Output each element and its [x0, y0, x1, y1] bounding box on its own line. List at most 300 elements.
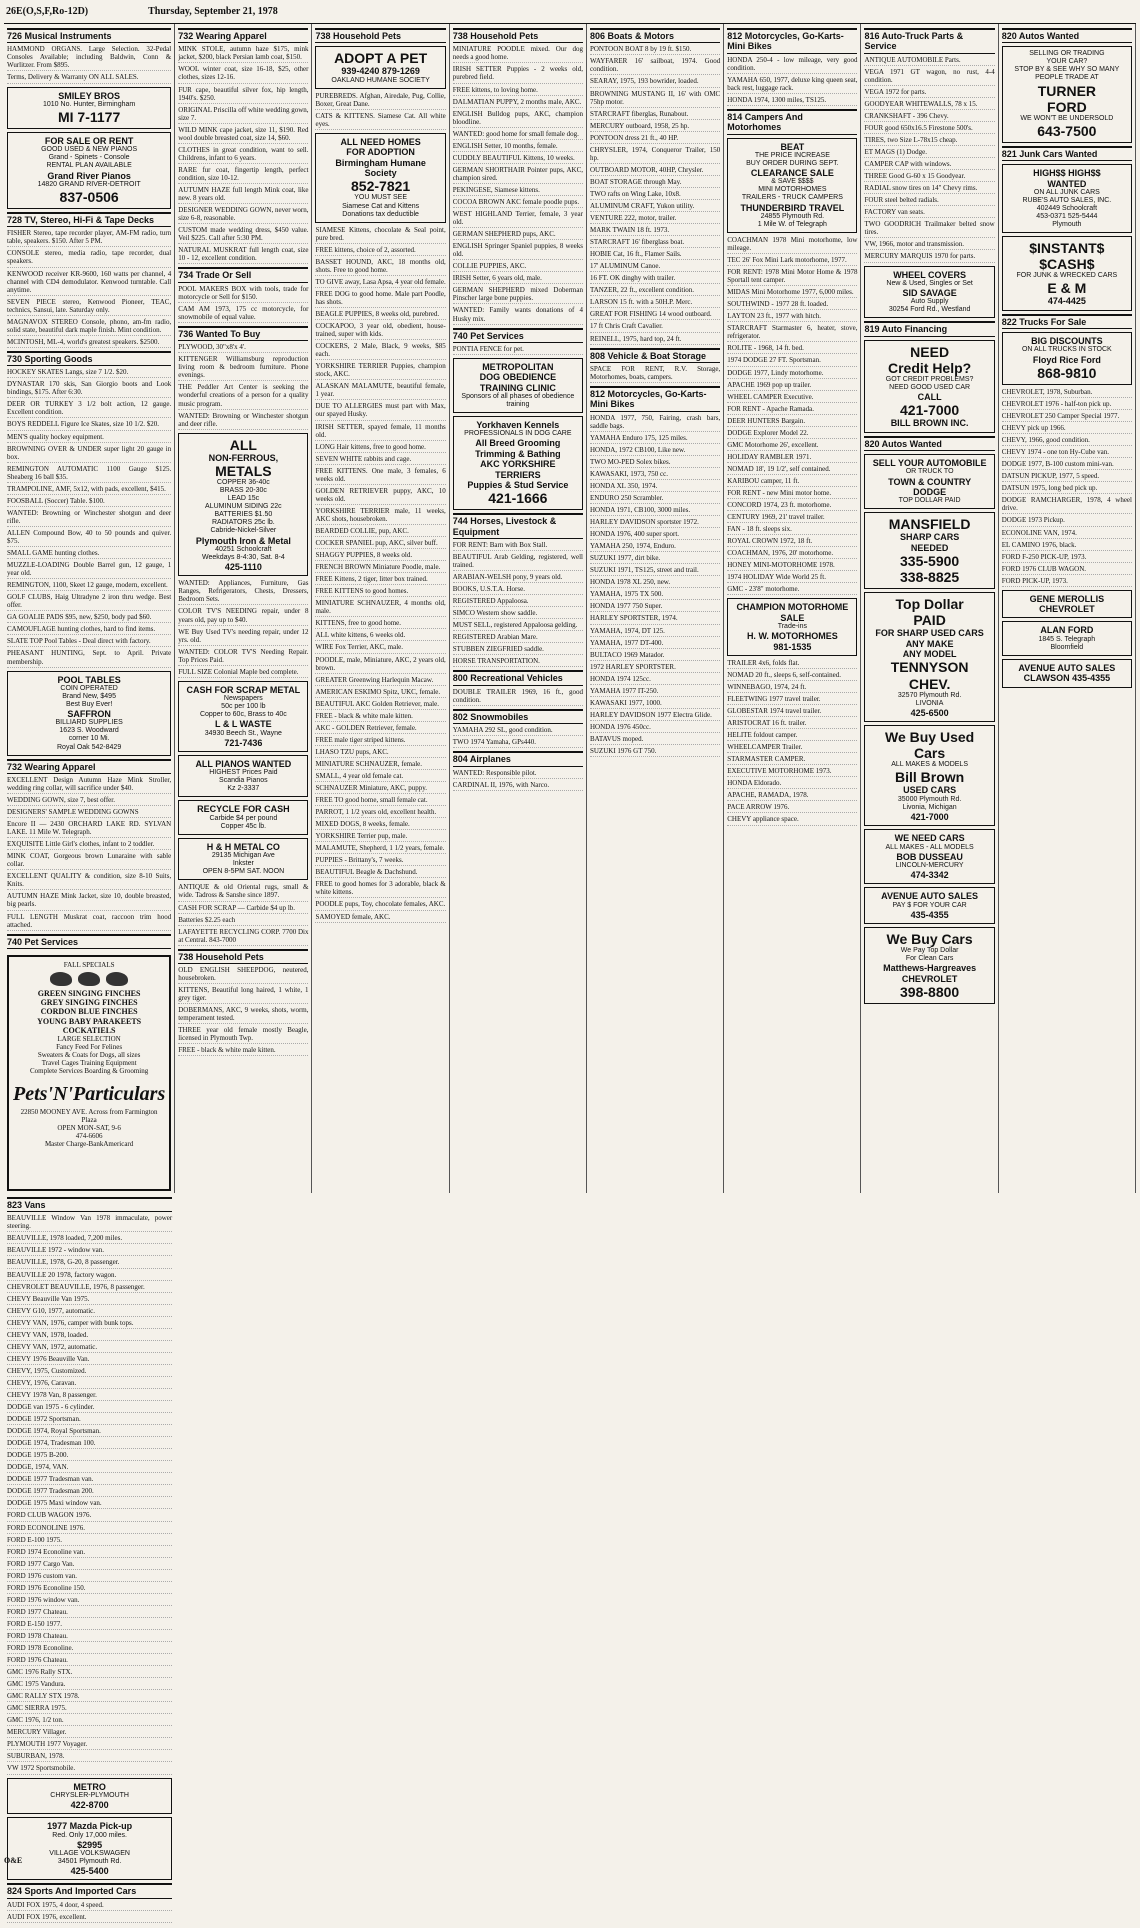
- classified-ad: BOYS REDDELL Figure Ice Skates, size 10 1/2. $20.: [7, 420, 171, 430]
- bird-icon: [78, 972, 100, 986]
- classified-ad: BROWNING MUSTANG II, 16' with OMC 75hp motor.: [590, 90, 720, 108]
- display-ad: [864, 927, 994, 1004]
- classified-ad: STARMASTER CAMPER.: [727, 755, 857, 765]
- classified-ad: CHEVROLET 1976 - half-ton pick up.: [1002, 400, 1132, 410]
- display-ad: [1002, 332, 1132, 385]
- display-ad: [864, 512, 994, 589]
- classified-ad: MINIATURE SCHNAUZER, 4 months old, male.: [315, 599, 445, 617]
- column-4: [450, 24, 587, 1193]
- classified-ad: Terms, Delivery & Warranty ON ALL SALES.: [7, 73, 171, 83]
- section: [590, 386, 720, 757]
- classified-ad: HONDA 1976, 400 super sport.: [590, 530, 720, 540]
- section: [315, 226, 445, 923]
- display-ad-line: YOUR CAR?: [1046, 58, 1088, 66]
- display-ad-line: 453-0371 525-5444: [1036, 213, 1098, 221]
- classified-ad: EL CAMINO 1976, black.: [1002, 541, 1132, 551]
- pets-address: 22850 MOONEY AVE. Across from Farmington Plaza: [20, 1108, 158, 1125]
- classified-ad: BEAUTIFUL AKC Golden Retriever, male.: [315, 700, 445, 710]
- section: [178, 883, 308, 945]
- section-heading: 822 Trucks For Sale: [1002, 314, 1132, 329]
- classified-ad: DEER HUNTERS Bargain.: [727, 417, 857, 427]
- display-ad-line: Brand New, $495: [62, 692, 116, 700]
- section: [7, 1883, 172, 1922]
- section: [453, 513, 583, 667]
- classified-ad: YAMAHA 650, 1977, deluxe king queen seat, back rest, luggage rack.: [727, 76, 857, 94]
- classified-ad: TWO GOODRICH Trailmaker belted snow tires.: [864, 220, 994, 238]
- section: [727, 109, 857, 233]
- section: [727, 659, 857, 826]
- classified-ad: HOLIDAY RAMBLER 1971.: [727, 453, 857, 463]
- display-ad-line: SID SAVAGE: [902, 287, 957, 298]
- classified-ad: DODGE 1975 B-200.: [7, 1451, 172, 1461]
- classified-ad: YAMAHA 1977 IT-250.: [590, 687, 720, 697]
- classified-ad: ECONOLINE VAN, 1974.: [1002, 529, 1132, 539]
- display-ad-line: NEED: [910, 343, 950, 360]
- display-ad-line: New & Used, Singles or Set: [886, 279, 973, 287]
- display-ad-line: E & M: [1047, 280, 1087, 297]
- display-ad-line: CLEARANCE SALE: [750, 168, 834, 179]
- classified-ad: NOMAD 18', 19 1/2', self contained.: [727, 465, 857, 475]
- display-ad-line: YOU MUST SEE: [354, 194, 407, 202]
- display-ad-line: CASH FOR SCRAP METAL: [186, 684, 301, 695]
- classified-ad: ENDURO 250 Scrambler.: [590, 494, 720, 504]
- classified-ad: MUZZLE-LOADING Double Barrel gun, 12 gauge, 1 year old.: [7, 561, 171, 579]
- display-ad-line: Top Dollar: [895, 596, 964, 613]
- section: [864, 436, 994, 1004]
- classified-ad: FLEETWING 1977 travel trailer.: [727, 695, 857, 705]
- display-ad-line: 643-7500: [1037, 122, 1097, 139]
- display-ad-line: Bill Brown: [894, 769, 965, 786]
- section-heading: 821 Junk Cars Wanted: [1002, 146, 1132, 161]
- classified-ad: WOOL winter coat, size 16-18, $25, other clothes, sizes 12-16.: [178, 65, 308, 83]
- classified-ad: CHEVY 1974 - one ton Hy-Cube van.: [1002, 448, 1132, 458]
- classified-ad: GOLDEN RETRIEVER puppy, AKC, 10 weeks old.: [315, 487, 445, 505]
- classified-ad: 17' ALUMINUM Canoe.: [590, 262, 720, 272]
- section: [453, 709, 583, 748]
- classified-ad: GREATER Greenwing Harlequin Macaw.: [315, 676, 445, 686]
- classified-ad: FORD 1978 Chateau.: [7, 1632, 172, 1642]
- classified-ad: CARDINAL II, 1976, with Narco.: [453, 781, 583, 791]
- display-ad-line: RUBE'S AUTO SALES, INC.: [1022, 196, 1112, 204]
- classified-ad: STARCRAFT 16' fiberglass boat.: [590, 238, 720, 248]
- classified-ad: FREE DOG to good home. Male part Poodle, has shots.: [315, 290, 445, 308]
- display-ad-line: PAID: [913, 612, 946, 629]
- classified-ad: COLLIE PUPPIES, AKC.: [453, 262, 583, 272]
- section: [178, 28, 308, 264]
- display-ad-line: METROPOLITAN: [482, 361, 554, 372]
- display-ad: [1002, 659, 1132, 688]
- display-ad-line: 1623 S. Woodward: [59, 727, 119, 735]
- display-ad-line: TRAILERS - TRUCK CAMPERS: [741, 194, 843, 202]
- display-ad-line: TOP DOLLAR PAID: [898, 497, 961, 505]
- classified-ad: LAYTON 23 ft., 1977 with hitch.: [727, 312, 857, 322]
- display-ad-line: Inkster: [232, 860, 254, 868]
- display-ad: [178, 838, 308, 880]
- classified-ad: HONDA 1971, CB100, 3000 miles.: [590, 506, 720, 516]
- display-ad-line: Cabride-Nickel-Silver: [210, 527, 277, 535]
- classified-ad: GA GOALIE PADS $95, new, $250, body pad $60.: [7, 613, 171, 623]
- display-ad-line: 868-9810: [1037, 364, 1097, 381]
- classified-ad: AUDI FOX 1976, excellent.: [7, 1913, 172, 1923]
- classified-ad: PONTOON dress 21 ft., 40 HP.: [590, 134, 720, 144]
- display-ad-line: LIVONIA: [915, 699, 944, 707]
- display-ad-line: 421-7000: [910, 811, 949, 822]
- classified-ad: PONTOON BOAT 8 by 19 ft. $150.: [590, 45, 720, 55]
- classified-ad: BEAUVILLE 1972 - window van.: [7, 1246, 172, 1256]
- classified-ad: FOUR steel belted radials.: [864, 196, 994, 206]
- classified-ad: SIMCO Western show saddle.: [453, 609, 583, 619]
- classified-ad: CHEVY appliance space.: [727, 815, 857, 825]
- pets-sub: Complete Services Boarding & Grooming: [30, 1067, 149, 1076]
- display-ad-line: 421-7000: [900, 402, 960, 419]
- display-ad-line: Yorkhaven Kennels: [476, 420, 560, 431]
- display-ad: [864, 340, 994, 433]
- classified-ad: ANTIQUE AUTOMOBILE Parts.: [864, 56, 994, 66]
- classified-ad: FREE male tiger striped kittens.: [315, 736, 445, 746]
- classified-ad: TO GIVE away, Lasa Apsa, 4 year old female.: [315, 278, 445, 288]
- display-ad-line: 29135 Michigan Ave: [211, 852, 275, 860]
- classified-ad: BATAVUS moped.: [590, 735, 720, 745]
- classified-ad: OLD ENGLISH SHEEPDOG, neutered, housebroken.: [178, 966, 308, 984]
- classified-ad: BOOKS, U.S.T.A. Horse.: [453, 585, 583, 595]
- classified-ad: FOR RENT: Barn with Box Stall.: [453, 541, 583, 551]
- display-ad-line: AKC YORKSHIRE TERRIERS: [480, 459, 556, 480]
- pets-sub: LARGE SELECTION: [57, 1034, 121, 1043]
- classified-ad: SLATE TOP Pool Tables - Deal direct with factory.: [7, 637, 171, 647]
- display-ad-line: Royal Oak 542-8429: [57, 743, 122, 751]
- display-ad-line: THE PRICE INCREASE: [754, 151, 830, 159]
- classified-ad: WANTED: Browning or Winchester shotgun and deer rifle.: [178, 412, 308, 430]
- classified-ad: EXCELLENT QUALITY & condition, size 8-10 Suits, Knits.: [7, 872, 171, 890]
- display-ad-line: 32570 Plymouth Rd.: [897, 691, 962, 699]
- display-ad-line: 474-4425: [1047, 296, 1086, 307]
- classified-ad: KITTENS, Beautiful long haired, 1 white, 1 grey tiger.: [178, 986, 308, 1004]
- classified-ad: SAMOYED female, AKC.: [315, 913, 445, 923]
- classified-ad: POOL MAKERS BOX with tools, trade for motorcycle or Sell for $150.: [178, 285, 308, 303]
- section-heading: 726 Musical Instruments: [7, 28, 171, 43]
- classified-ad: FUR cape, beautiful silver fox, hip length, 1940's. $250.: [178, 86, 308, 104]
- section-heading: 823 Vans: [7, 1197, 172, 1212]
- classified-ad: AKC - GOLDEN Retriever, female.: [315, 724, 445, 734]
- display-ad-line: CHEVROLET: [901, 973, 958, 984]
- section: [178, 579, 308, 880]
- display-ad-line: WHEEL COVERS: [893, 269, 967, 280]
- classified-ad: SUZUKI 1977, dirt bike.: [590, 554, 720, 564]
- classified-ad: MALAMUTE, Shepherd, 1 1/2 years, female.: [315, 844, 445, 854]
- section-heading: 740 Pet Services: [453, 328, 583, 343]
- classified-ad: FULL LENGTH Muskrat coat, raccoon trim hood attached.: [7, 913, 171, 931]
- display-ad-line: NEED GOOD USED CAR: [889, 383, 971, 391]
- classified-ad: REGISTERED Appaloosa.: [453, 597, 583, 607]
- classified-ad: FREE - black & white male kitten.: [315, 712, 445, 722]
- display-ad-line: Siamese Cat and Kittens: [342, 202, 420, 210]
- classified-ad: YAMAHA, 1974, DT 125.: [590, 627, 720, 637]
- display-ad-line: RENTAL PLAN AVAILABLE: [46, 162, 132, 170]
- display-ad-line: Matthews-Hargreaves: [883, 963, 977, 974]
- classified-ad: PLYMOUTH 1977 Voyager.: [7, 1740, 172, 1750]
- classified-ad: KAWASAKI, 1973, 750 cc.: [590, 470, 720, 480]
- display-ad-line: METRO: [73, 1781, 106, 1792]
- classified-ad: CHEVY VAN, 1978, loaded.: [7, 1331, 172, 1341]
- classified-ad: ANTIQUE & old Oriental rugs, small & wide. Tadross & Sanshe since 1897.: [178, 883, 308, 901]
- classified-ad: HONDA 1974, 1300 miles, TS125.: [727, 96, 857, 106]
- display-ad-line: ADOPT A PET: [334, 50, 428, 67]
- display-ad-line: 421-1666: [488, 490, 548, 507]
- classified-ad: GLOBESTAR 1974 travel trailer.: [727, 707, 857, 717]
- classified-ad: STARCRAFT Starmaster 6, heater, stove, refrigerator.: [727, 324, 857, 342]
- classified-ad: TANZER, 22 ft., excellent condition.: [590, 286, 720, 296]
- display-ad-line: WANTED: [1047, 178, 1087, 189]
- display-ad-line: All Breed Grooming: [475, 438, 561, 449]
- classified-ad: BEAUVILLE 20 1978, factory wagon.: [7, 1271, 172, 1281]
- classified-ad: TIRES, two Size L-78x15 cheap.: [864, 136, 994, 146]
- display-ad-line: ALL MAKES - ALL MODELS: [885, 843, 974, 851]
- classified-ad: DESIGNERS' SAMPLE WEDDING GOWNS: [7, 808, 171, 818]
- classified-ad: 16 FT. OK dinghy with trailer.: [590, 274, 720, 284]
- classified-ad: CHEVROLET 250 Camper Special 1977.: [1002, 412, 1132, 422]
- section: [453, 28, 583, 325]
- display-ad-line: WE NEED CARS: [894, 833, 965, 844]
- display-ad-line: For Clean Cars: [905, 955, 954, 963]
- display-ad-line: We Pay Top Dollar: [900, 947, 959, 955]
- display-ad-line: 435-4355: [910, 909, 949, 920]
- classified-ad: KITTENGER Williamsburg reproduction living room & bedroom furniture. Phone evenings.: [178, 355, 308, 381]
- bird-illustration: [13, 972, 165, 986]
- classified-ad: SUZUKI 1976 GT 750.: [590, 747, 720, 757]
- display-ad-line: Auto Supply: [910, 298, 949, 306]
- classified-ad: DODGE 1974, Tradesman 100.: [7, 1439, 172, 1449]
- section: [1002, 314, 1132, 385]
- section-heading: 730 Sporting Goods: [7, 351, 171, 366]
- classified-ad: WE Buy Used TV's needing repair, under 12 yrs. old.: [178, 628, 308, 646]
- classified-ad: FOR RENT - new Mini motor home.: [727, 489, 857, 499]
- section: [178, 267, 308, 323]
- display-ad: [178, 433, 308, 577]
- section: [1002, 28, 1132, 143]
- display-ad: [7, 671, 171, 756]
- display-ad: [315, 133, 445, 223]
- classified-ad: MERCURY Villager.: [7, 1728, 172, 1738]
- classified-ad: ALASKAN MALAMUTE, beautiful female, 1 year.: [315, 382, 445, 400]
- classified-ad: MINK COAT, Gorgeous brown Lunaraine with sable collar.: [7, 852, 171, 870]
- display-ad-line: Newspapers: [223, 695, 263, 703]
- classified-ad: BEAUTIFUL Arab Gelding, registered, well trained.: [453, 553, 583, 571]
- classified-ad: HONDA 1977, 750, Fairing, crash bars, saddle bags.: [590, 414, 720, 432]
- display-ad-line: FORD: [1047, 98, 1087, 115]
- section: [453, 328, 583, 511]
- classified-ad: ALUMINUM CRAFT, Yukon utility.: [590, 202, 720, 212]
- display-ad-line: MINI MOTORHOMES: [758, 186, 827, 194]
- classified-ad: CHRYSLER, 1974, Conqueror Trailer, 150 hp.: [590, 146, 720, 164]
- display-ad-line: Plymouth: [1052, 221, 1082, 229]
- classified-ad: COCKAPOO, 3 year old, obedient, house-trained, super with kids.: [315, 322, 445, 340]
- display-ad-line: BATTERIES $1.50: [214, 511, 273, 519]
- classified-ad: 1972 HARLEY SPORTSTER.: [590, 663, 720, 673]
- classified-ad: HONDA 1974 125cc.: [590, 675, 720, 685]
- section: [7, 1197, 172, 1880]
- classified-ad: AUTUMN HAZE Mink Jacket, size 10, double breasted, big pearls.: [7, 892, 171, 910]
- classified-ad: PARROT, 1 1/2 years old, excellent health.: [315, 808, 445, 818]
- display-ad-line: HIGHEST Prices Paid: [209, 769, 278, 777]
- display-ad-line: 721-7436: [224, 737, 263, 748]
- classified-ad: WEDDING GOWN, size 7, best offer.: [7, 796, 171, 806]
- classified-ad: FREE KITTENS to good homes.: [315, 587, 445, 597]
- classified-ad: GERMAN SHEPHERD pups, AKC.: [453, 230, 583, 240]
- classified-ad: REINELL, 1975, hard top, 24 ft.: [590, 335, 720, 345]
- display-ad-line: CALL: [917, 391, 942, 402]
- classified-ad: FREE kittens, choice of 2, assorted.: [315, 246, 445, 256]
- display-ad: [1002, 590, 1132, 619]
- section: [453, 751, 583, 790]
- classified-ad: CHEVY 1976 Beauville Van.: [7, 1355, 172, 1365]
- classified-ad: REMINGTON AUTOMATIC 1100 Gauge $125. Sheaberg 16 ball $35.: [7, 465, 171, 483]
- classified-ad: MINK STOLE, autumn haze $175, mink jacket, $200, black Persian lamb coat, $150.: [178, 45, 308, 63]
- classified-ad: GMC 1976 Rally STX.: [7, 1668, 172, 1678]
- classified-ad: KAWASAKI 1977, 1000.: [590, 699, 720, 709]
- classified-ad: SEVEN PIECE stereo, Kenwood Pioneer, TEAC, technics, Sansui, late. Saturday only.: [7, 298, 171, 316]
- display-ad-line: POOL TABLES: [57, 674, 121, 685]
- classified-ad: CHEVY pick up 1966.: [1002, 424, 1132, 434]
- classified-ad: WHEELCAMPER Trailer.: [727, 743, 857, 753]
- classified-ad: BEAUTIFUL Beagle & Dachshund.: [315, 868, 445, 878]
- classified-ad: PLYWOOD, 30"x8'x 4'.: [178, 343, 308, 353]
- display-ad-line: USED CARS: [903, 785, 957, 796]
- classified-ad: MIXED DOGS, 8 weeks, female.: [315, 820, 445, 830]
- pets-n-particulars-ad: [7, 955, 171, 1191]
- classified-ad: GMC SIERRA 1975.: [7, 1704, 172, 1714]
- classified-ad: FORD E-150 1977.: [7, 1620, 172, 1630]
- classified-ad: HARLEY DAVIDSON sportster 1972.: [590, 518, 720, 528]
- display-ad-line: Donations tax deductible: [342, 210, 419, 218]
- classified-ad: ARISTOCRAT 16 ft. trailer.: [727, 719, 857, 729]
- classified-ad: ENGLISH Springer Spaniel puppies, 8 weeks old.: [453, 242, 583, 260]
- display-ad: [1002, 164, 1132, 233]
- display-ad: [7, 87, 171, 129]
- classified-ad: TRAILER 4x6, folds flat.: [727, 659, 857, 669]
- classified-ad: LONG Hair kittens, free to good home.: [315, 443, 445, 453]
- classified-ad: CHEVY, 1966, good condition.: [1002, 436, 1132, 446]
- classified-ad: DOUBLE TRAILER 1969, 16 ft., good condition.: [453, 688, 583, 706]
- display-ad: [864, 725, 994, 826]
- classified-ad: REMINGTON, 1100, Skeet 12 gauge, modern, excellent.: [7, 581, 171, 591]
- classified-ad: DALMATIAN PUPPY, 2 months male, AKC.: [453, 98, 583, 108]
- display-ad-line: Grand - Spinets - Console: [48, 154, 130, 162]
- classified-ad: STUBBEN ZIEGFRIED saddle.: [453, 645, 583, 655]
- section-heading: 732 Wearing Apparel: [178, 28, 308, 43]
- display-ad-line: PROFESSIONALS IN DOG CARE: [464, 430, 572, 438]
- display-ad-line: & SAVE $$$$: [771, 178, 814, 186]
- classified-ad: SCHNAUZER Miniature, AKC, puppy.: [315, 784, 445, 794]
- classified-ad: MUST SELL, registered Appaloosa gelding.: [453, 621, 583, 631]
- classified-ad: MAGNAVOX STEREO Console, phono, am-fm radio, solid state, beautiful dark maple finish. Mint condition.: [7, 318, 171, 336]
- display-ad-line: 30254 Ford Rd., Westland: [888, 306, 971, 314]
- classified-ad: PONTIA FENCE for pet.: [453, 345, 583, 355]
- classified-ad: YAMAHA 250, 1974, Enduro.: [590, 542, 720, 552]
- section: [7, 351, 171, 756]
- classified-ad: SHAGGY PUPPIES, 8 weeks old.: [315, 551, 445, 561]
- display-ad-line: LEAD 15c: [227, 495, 260, 503]
- section-heading: 738 Household Pets: [453, 28, 583, 43]
- display-ad-line: 24855 Plymouth Rd.: [760, 212, 825, 220]
- section-heading: 738 Household Pets: [315, 28, 445, 43]
- classified-ad: NATURAL MUSKRAT full length coat, size 10 - 12, excellent condition.: [178, 246, 308, 264]
- classified-ad: BEARDED COLLIE, pup, AKC.: [315, 527, 445, 537]
- section: [315, 28, 445, 89]
- display-ad: [178, 681, 308, 752]
- classified-ad: FISHER Stereo, tape recorder player, AM-FM radio, turn table, speakers. $150. After 5 PM.: [7, 229, 171, 247]
- display-ad-line: HIGH$$ HIGH$$: [1033, 168, 1101, 179]
- display-ad-line: BUY ORDER DURING SEPT.: [746, 160, 839, 167]
- classified-ad: SMALL, 4 year old female cat.: [315, 772, 445, 782]
- display-ad-line: 14820 GRAND RIVER-DETROIT: [37, 180, 141, 188]
- classified-ad: HONDA 250-4 - low mileage, very good condition.: [727, 56, 857, 74]
- display-ad-line: Grand River Pianos: [47, 170, 131, 181]
- classified-columns: [4, 24, 1136, 1921]
- classified-ad: DODGE, 1974, VAN.: [7, 1463, 172, 1473]
- classified-ad: FORD 1977 Cargo Van.: [7, 1560, 172, 1570]
- classified-ad: FACTORY van seats.: [864, 208, 994, 218]
- classified-ad: ALLEN Compound Bow, 40 to 50 pounds and quiver. $75.: [7, 529, 171, 547]
- section: [590, 348, 720, 383]
- section-heading: 816 Auto-Truck Parts & Service: [864, 28, 994, 54]
- classified-ad: YAMAHA Enduro 175, 125 miles.: [590, 434, 720, 444]
- display-ad-line: CLAWSON 435-4355: [1023, 673, 1111, 684]
- section-heading: 740 Pet Services: [7, 934, 171, 949]
- section: [7, 28, 171, 209]
- display-ad: [864, 454, 994, 509]
- classified-ad: CHEVY 1978 Van, 8 passenger.: [7, 1391, 172, 1401]
- display-ad-line: COPPER 36-40c: [216, 479, 270, 487]
- display-ad-line: 1977 Mazda Pick-up: [47, 1821, 133, 1832]
- classified-ad: DODGE 1977, Lindy motorhome.: [727, 369, 857, 379]
- classified-ad: TWO MO-PED Solex bikes.: [590, 458, 720, 468]
- classified-ad: DODGE RAMCHARGER, 1978, 4 wheel drive.: [1002, 496, 1132, 514]
- display-ad-line: PAY $ FOR YOUR CAR: [892, 901, 967, 909]
- classified-ad: FAN - 18 ft. sleeps six.: [727, 525, 857, 535]
- classified-ad: COCOA BROWN AKC female poodle pups.: [453, 198, 583, 208]
- classified-ad: COCKERS, 2 Male, Black, 9 weeks, $85 each.: [315, 342, 445, 360]
- display-ad-line: SAFFRON: [67, 709, 111, 720]
- display-ad-line: DOG OBEDIENCE: [479, 372, 557, 383]
- display-ad-line: SELL YOUR AUTOMOBILE: [872, 458, 987, 469]
- classified-ad: ENGLISH Setter, 10 months, female.: [453, 142, 583, 152]
- classified-ad: DODGE 1974, Royal Sportsman.: [7, 1427, 172, 1437]
- classified-ad: APACHE 1969 pop up trailer.: [727, 381, 857, 391]
- display-ad-line: Kz 2-3337: [227, 785, 260, 793]
- masthead: [4, 4, 1136, 24]
- classified-ad: CRANKSHAFT - 396 Chevy.: [864, 112, 994, 122]
- section-heading: 804 Airplanes: [453, 751, 583, 766]
- display-ad-line: BOB DUSSEAU: [896, 851, 963, 862]
- classified-ad: WANTED: COLOR TV'S Needing Repair. Top Prices Paid.: [178, 648, 308, 666]
- classified-ad: POODLE, male, Miniature, AKC, 2 years old, brown.: [315, 656, 445, 674]
- display-ad: [727, 138, 857, 233]
- display-ad-line: Sponsors of all phases of obedience training: [461, 392, 575, 409]
- display-ad-line: Trimming & Bathing: [475, 448, 561, 459]
- section-heading: 738 Household Pets: [178, 949, 308, 964]
- display-ad: [1002, 621, 1132, 655]
- classified-ad: ROYAL CROWN 1972, 18 ft.: [727, 537, 857, 547]
- section: [315, 92, 445, 223]
- classified-ad: FOOSBALL (Soccer) Table. $100.: [7, 497, 171, 507]
- classified-ad: CLOTHES in great condition, want to sell. Childrens, infant to 6 years.: [178, 146, 308, 164]
- classified-ad: HONDA 1977 750 Super.: [590, 602, 720, 612]
- classified-ad: ROLITE - 1968, 14 ft. bed.: [727, 344, 857, 354]
- classified-ad: HONDA Eldorado.: [727, 779, 857, 789]
- classified-ad: WAYFARER 16' sailboat, 1974. Good condition.: [590, 57, 720, 75]
- classified-ad: WINNEBAGO, 1974, 24 ft.: [727, 683, 857, 693]
- classified-ad: WILD MINK cape jacket, size 11, $190. Red wool double breasted coat, size 14, $60.: [178, 126, 308, 144]
